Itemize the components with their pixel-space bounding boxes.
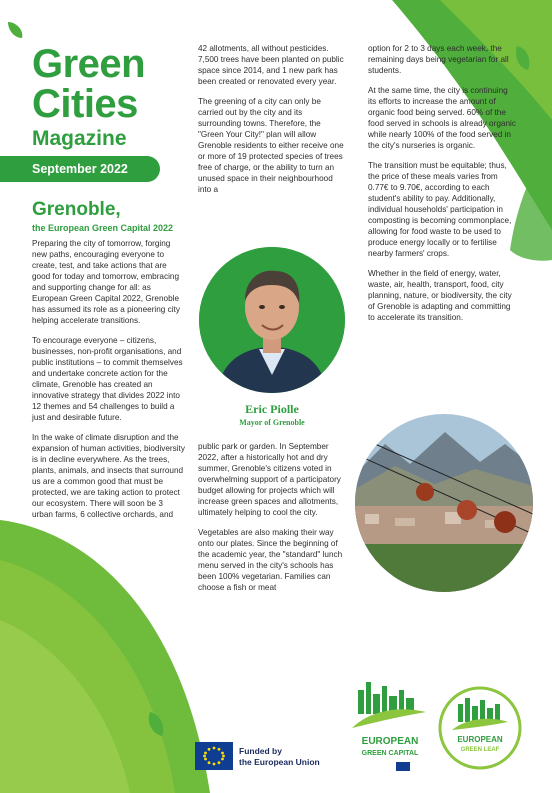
column-2-top: [198, 43, 346, 204]
eu-flag-icon: [195, 742, 233, 770]
paragraph: In the wake of climate disruption and the expansion of human activities, biodiversity is in decline everywhere. As the trees, plants, animals, and insects that surround us are a common good that must be protected, we are taking action to protect our ecosystem. There will soon be 3 urban farms, 6 collective orchards, and: [32, 433, 185, 519]
mayor-portrait: [199, 247, 345, 393]
paragraph: option for 2 to 3 days each week, the remaining days being vegetarian for all students.: [368, 44, 509, 75]
issue-date-badge: September 2022: [0, 156, 160, 182]
egc-line-2: GREEN CAPITAL: [361, 750, 419, 757]
article-headline: [32, 200, 192, 233]
column-2-bottom: [198, 441, 346, 602]
paragraph: public park or garden. In September 2022, after a historically hot and dry summer, Grenoble's citizens voted in overwhelming support of a participatory budget allowing for projects which will increase green spaces and allotments, ultimately helping to cool the city.: [198, 442, 341, 517]
city-cable-car-photo: [355, 414, 533, 592]
caption-role: Mayor of Grenoble: [239, 418, 305, 427]
paragraph: Preparing the city of tomorrow, forging new paths, encouraging everyone to create, test, and take actions that are good for today and tomorrow, embracing and supporting change for all: as European Green Capital 2022, Grenoble has assumed its role as a pioneering city helping accelerate transitions.: [32, 239, 180, 325]
paragraph: Vegetables are also making their way onto our plates. Since the beginning of the academic year, the "standard" lunch menu served in the city's schools has been 100% vegetarian. Families can choose a fish or meat: [198, 528, 343, 592]
funded-by-text: [239, 746, 320, 768]
funded-line-2: the European Union: [239, 757, 320, 767]
funded-line-1: Funded by: [239, 746, 282, 756]
paragraph: The greening of a city can only be carried out by the city and its surrounding towns. Therefore, the "Green Your City!" plan will allow Grenoble residents to either receive one or more of 19 protected species of trees free of charge, or the ability to turn an unused space in their neighbourhood into a: [198, 97, 344, 194]
european-green-capital-logo: [350, 676, 430, 774]
paragraph: Whether in the field of energy, water, waste, air, health, transport, food, city planning, nature, or biodiversity, the city of Grenoble is adapting and committing to accelerate its transition.: [368, 269, 512, 322]
headline-title: Grenoble,: [32, 199, 121, 220]
paragraph: The transition must be equitable; thus, the price of these meals varies from 0.77€ to 9.70€, according to each student's ability to pay. Additionally, individual households' participation in composting is becoming commonplace, allowing for food waste to be used to produce energy locally or to fertilise nearby farmers' crops.: [368, 161, 512, 258]
paragraph: 42 allotments, all without pesticides. 7,500 trees have been planted on public space since 2014, and 1 new park has been created or renovated every year.: [198, 44, 344, 86]
masthead-line-1: Green: [32, 42, 146, 86]
egl-line-1: EUROPEAN: [457, 735, 503, 744]
masthead-line-3: Magazine: [32, 127, 127, 150]
masthead-line-2: Cities: [32, 82, 138, 126]
paragraph: To encourage everyone – citizens, businesses, non-profit organisations, and public institutions – to commit themselves and undertake concrete action for the climate, Grenoble has created an innovative strategy that divides 2022 into 12 themes and 54 challenges to build a just and desirable future.: [32, 336, 183, 422]
european-green-leaf-logo: [436, 684, 524, 772]
funded-by-eu-logo: [195, 742, 335, 772]
caption-name: Eric Piolle: [245, 402, 299, 416]
magazine-masthead: [32, 44, 145, 149]
paragraph: At the same time, the city is continuing its efforts to increase the amount of organic food being served. 60% of the food served in schools is already organic while nearly 100% of the food served in the city's nurseries is organic.: [368, 86, 516, 150]
egc-line-1: EUROPEAN: [361, 736, 419, 747]
column-3: [368, 43, 516, 332]
headline-subtitle: the European Green Capital 2022: [32, 222, 174, 233]
column-1: [32, 238, 186, 529]
portrait-caption: [198, 402, 346, 427]
egl-line-2: GREEN LEAF: [460, 747, 500, 753]
